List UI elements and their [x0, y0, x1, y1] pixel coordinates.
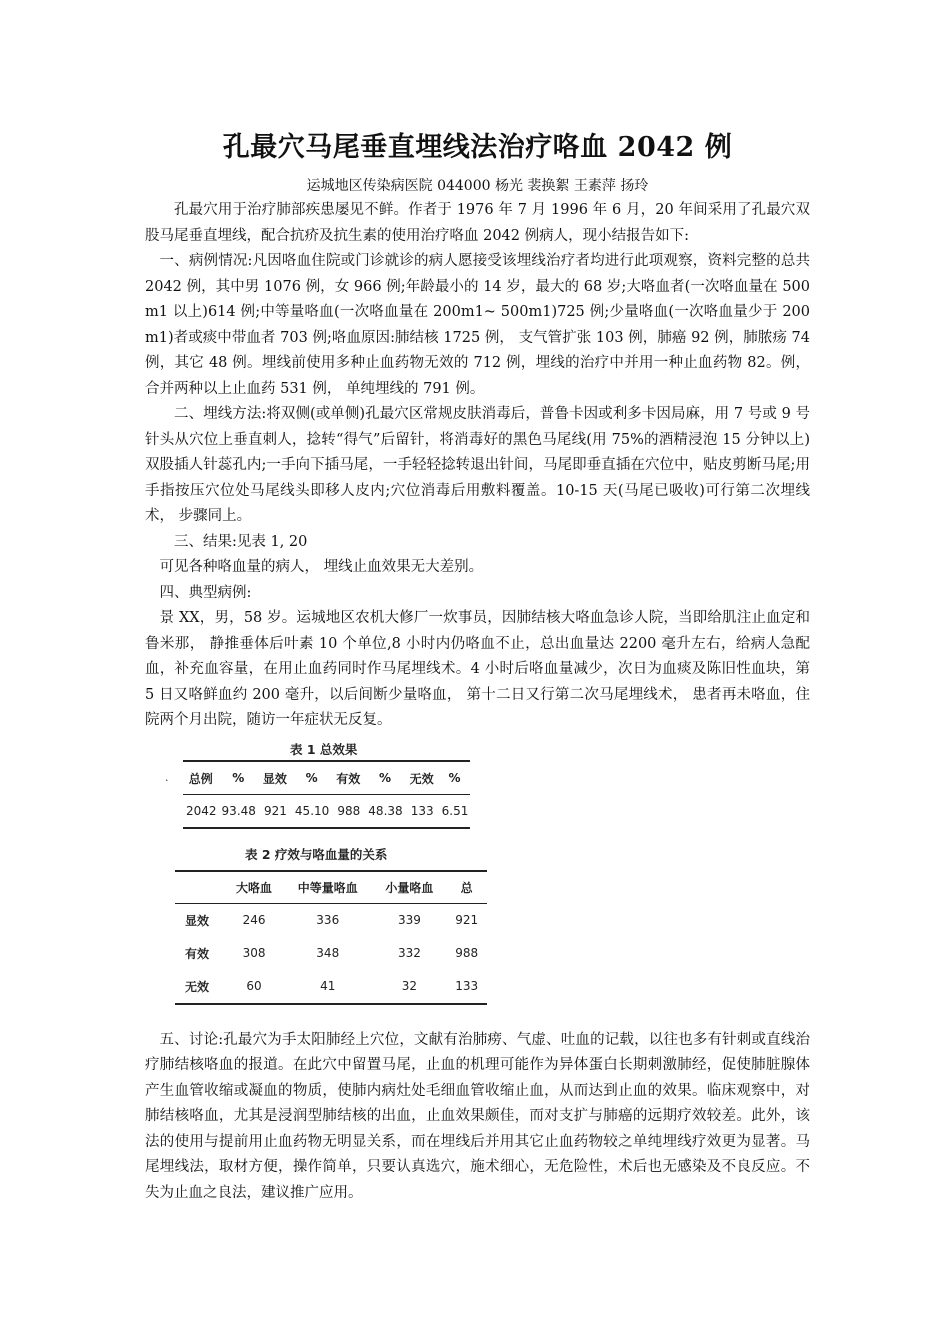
table1-cell: 133 [410, 803, 434, 818]
table2-cell: 41 [320, 979, 336, 993]
table1-cell: 6.51 [441, 803, 469, 818]
section-discussion: 五、讨论:孔最穴为手太阳肺经上穴位，文献有治肺痨、气虚、吐血的记载，以往也多有针刺或直线治疗肺结核咯血的报道。在此穴中留置马尾，止血的机理可能作为异体蛋白长期刺激肺经，促使肺脏腺体产生血管收缩或凝血的物质，使肺内病灶处毛细血管收缩止血，从而达到止血的效果。临床观察中，对肺结核咯血，尤其是浸润型肺结核的出血，止血效果颇佳，而对支扩与肺癌的远期疗效较差。此外，该法的使用与提前用止血药物无明显关系，而在埋线后并用其它止血药物较之单纯埋线疗效更为显著。马尾埋线法，取材方便，操作简单，只要认真选穴，施术细心，无危险性，术后也无感染及不良反应。不失为止血之良法，建议推广应用。 [145, 1031, 810, 1201]
table2-row-label: 无效 [185, 979, 210, 994]
table1-cell: 93.48 [221, 803, 256, 818]
section-method: 二、埋线方法:将双侧(或单侧)孔最穴区常规皮肤消毒后，普鲁卡因或利多卡因局麻，用 7 号或 9 号针头从穴位上垂直刺人，捻转“得气”后留针，将消毒好的黑色马尾线(用 75%的酒精浸泡 15 分钟以上)双股插人针蕊孔内;一手向下插马尾，一手轻轻捻转退出针间，马尾即垂直插在穴位中，贴皮剪断马尾;用手指按压穴位处马尾线头即移人皮内;穴位消毒后用敷料覆盖。10-15 天(马尾已吸收)可行第二次埋线术， 步骤同上。 [145, 406, 810, 524]
table2-caption: 表 2 疗效与咯血量的关系 [245, 846, 388, 862]
table2-cell: 988 [455, 946, 479, 960]
table2-header: 总 [446, 871, 487, 904]
table1-header: 总例 [183, 761, 219, 795]
table2-header-row [175, 871, 487, 904]
table-row [175, 937, 487, 970]
table2-row-label: 显效 [185, 913, 210, 928]
table2-cell: 348 [316, 946, 340, 960]
table1-header: 有效 [331, 761, 365, 795]
table1-overall-effect [183, 760, 470, 829]
table-row [183, 794, 470, 828]
table1-header: % [292, 761, 331, 795]
section-results: 三、结果:见表 1, 20 [174, 533, 308, 550]
table2-cell: 921 [455, 913, 479, 927]
table1-header: 无效 [405, 761, 439, 795]
table2-cell: 32 [401, 979, 418, 993]
table2-cell: 332 [397, 946, 421, 960]
table1-header: % [219, 761, 258, 795]
table2-header: 中等量咯血 [283, 871, 373, 904]
table1-caption: 表 1 总效果 [290, 741, 358, 757]
intro-paragraph: 孔最穴用于治疗肺部疾患屡见不鲜。作者于 1976 年 7 月 1996 年 6 月，20 年间采用了孔最穴双股马尾垂直埋线，配合抗疥及抗生素的使用治疗咯血 2042 例病人，现小结报告如下: [145, 202, 810, 244]
table2-cell: 60 [246, 979, 262, 993]
table1-marker: · [165, 773, 169, 787]
document-page [145, 128, 810, 1206]
table1-cell: 921 [263, 803, 287, 818]
table1-header: % [365, 761, 404, 795]
table2-efficacy-vs-volume [175, 870, 487, 1005]
table1-header: % [439, 761, 471, 795]
table-row [175, 903, 487, 937]
tables-region [145, 740, 810, 1018]
table1-cell: 988 [337, 803, 361, 818]
table1-header: 显效 [258, 761, 292, 795]
table2-cell: 336 [316, 913, 340, 927]
table2-cell: 308 [242, 946, 266, 960]
table1-cell: 2042 [186, 803, 217, 818]
table2-header [175, 871, 225, 904]
section-case-info: 一、病例情况:凡因咯血住院或门诊就诊的病人愿接受该埋线治疗者均进行此项观察，资料完整的总共 2042 例，其中男 1076 例，女 966 例;年龄最小的 14 岁，最大的 68 岁;大咯血者(一次咯血量在 500m1 以上)614 例;中等量咯血(一次咯血量在 200m1~ 500m1)725 例;少量咯血(一次咯血量少于 200m1)者或痰中带血者 703 例;咯血原因:肺结核 1725 例， 支气管扩张 103 例，肺癌 92 例，肺脓疡 74 例，其它 48 例。埋线前使用多种止血药物无效的 712 例，埋线的治疗中并用一种止血药物 82。例， 合并两种以上止血药 531 例， 单纯埋线的 791 例。 [145, 253, 810, 397]
results-conclusion: 可见各种咯血量的病人， 埋线止血效果无大差别。 [159, 559, 484, 575]
table1-cell: 48.38 [368, 803, 403, 818]
table1-header-row [183, 761, 470, 795]
table1-cell: 45.10 [294, 803, 330, 818]
table2-cell: 339 [397, 913, 421, 927]
table2-header: 小量咯血 [373, 871, 447, 904]
author-affiliation: 运城地区传染病医院 044000 杨光 裴换絮 王素萍 扬玲 [306, 178, 649, 194]
table2-row-label: 有效 [185, 946, 210, 961]
table-row [175, 970, 487, 1004]
section-typical-case: 四、典型病例: [159, 584, 252, 601]
table2-header: 大咯血 [225, 871, 283, 904]
table2-cell: 246 [242, 913, 266, 927]
table2-cell: 133 [455, 979, 479, 993]
document-title: 孔最穴马尾垂直埋线法治疗咯血 2042 例 [222, 132, 733, 163]
case-description: 景 XX，男，58 岁。运城地区农机大修厂一炊事员，因肺结核大咯血急诊人院，当即给肌注止血定和鲁米那， 静推垂体后叶素 10 个单位,8 小时内仍咯血不止，总出血量达 2200 毫升左右，给病人急配血，补充血容量，在用止血药同时作马尾埋线术。4 小时后咯血量减少，次日为血痰及陈旧性血块，第 5 日又咯鲜血约 200 毫升，以后间断少量咯血， 第十二日又行第二次马尾埋线术， 患者再未咯血，住院两个月出院，随访一年症状无反复。 [145, 610, 810, 728]
